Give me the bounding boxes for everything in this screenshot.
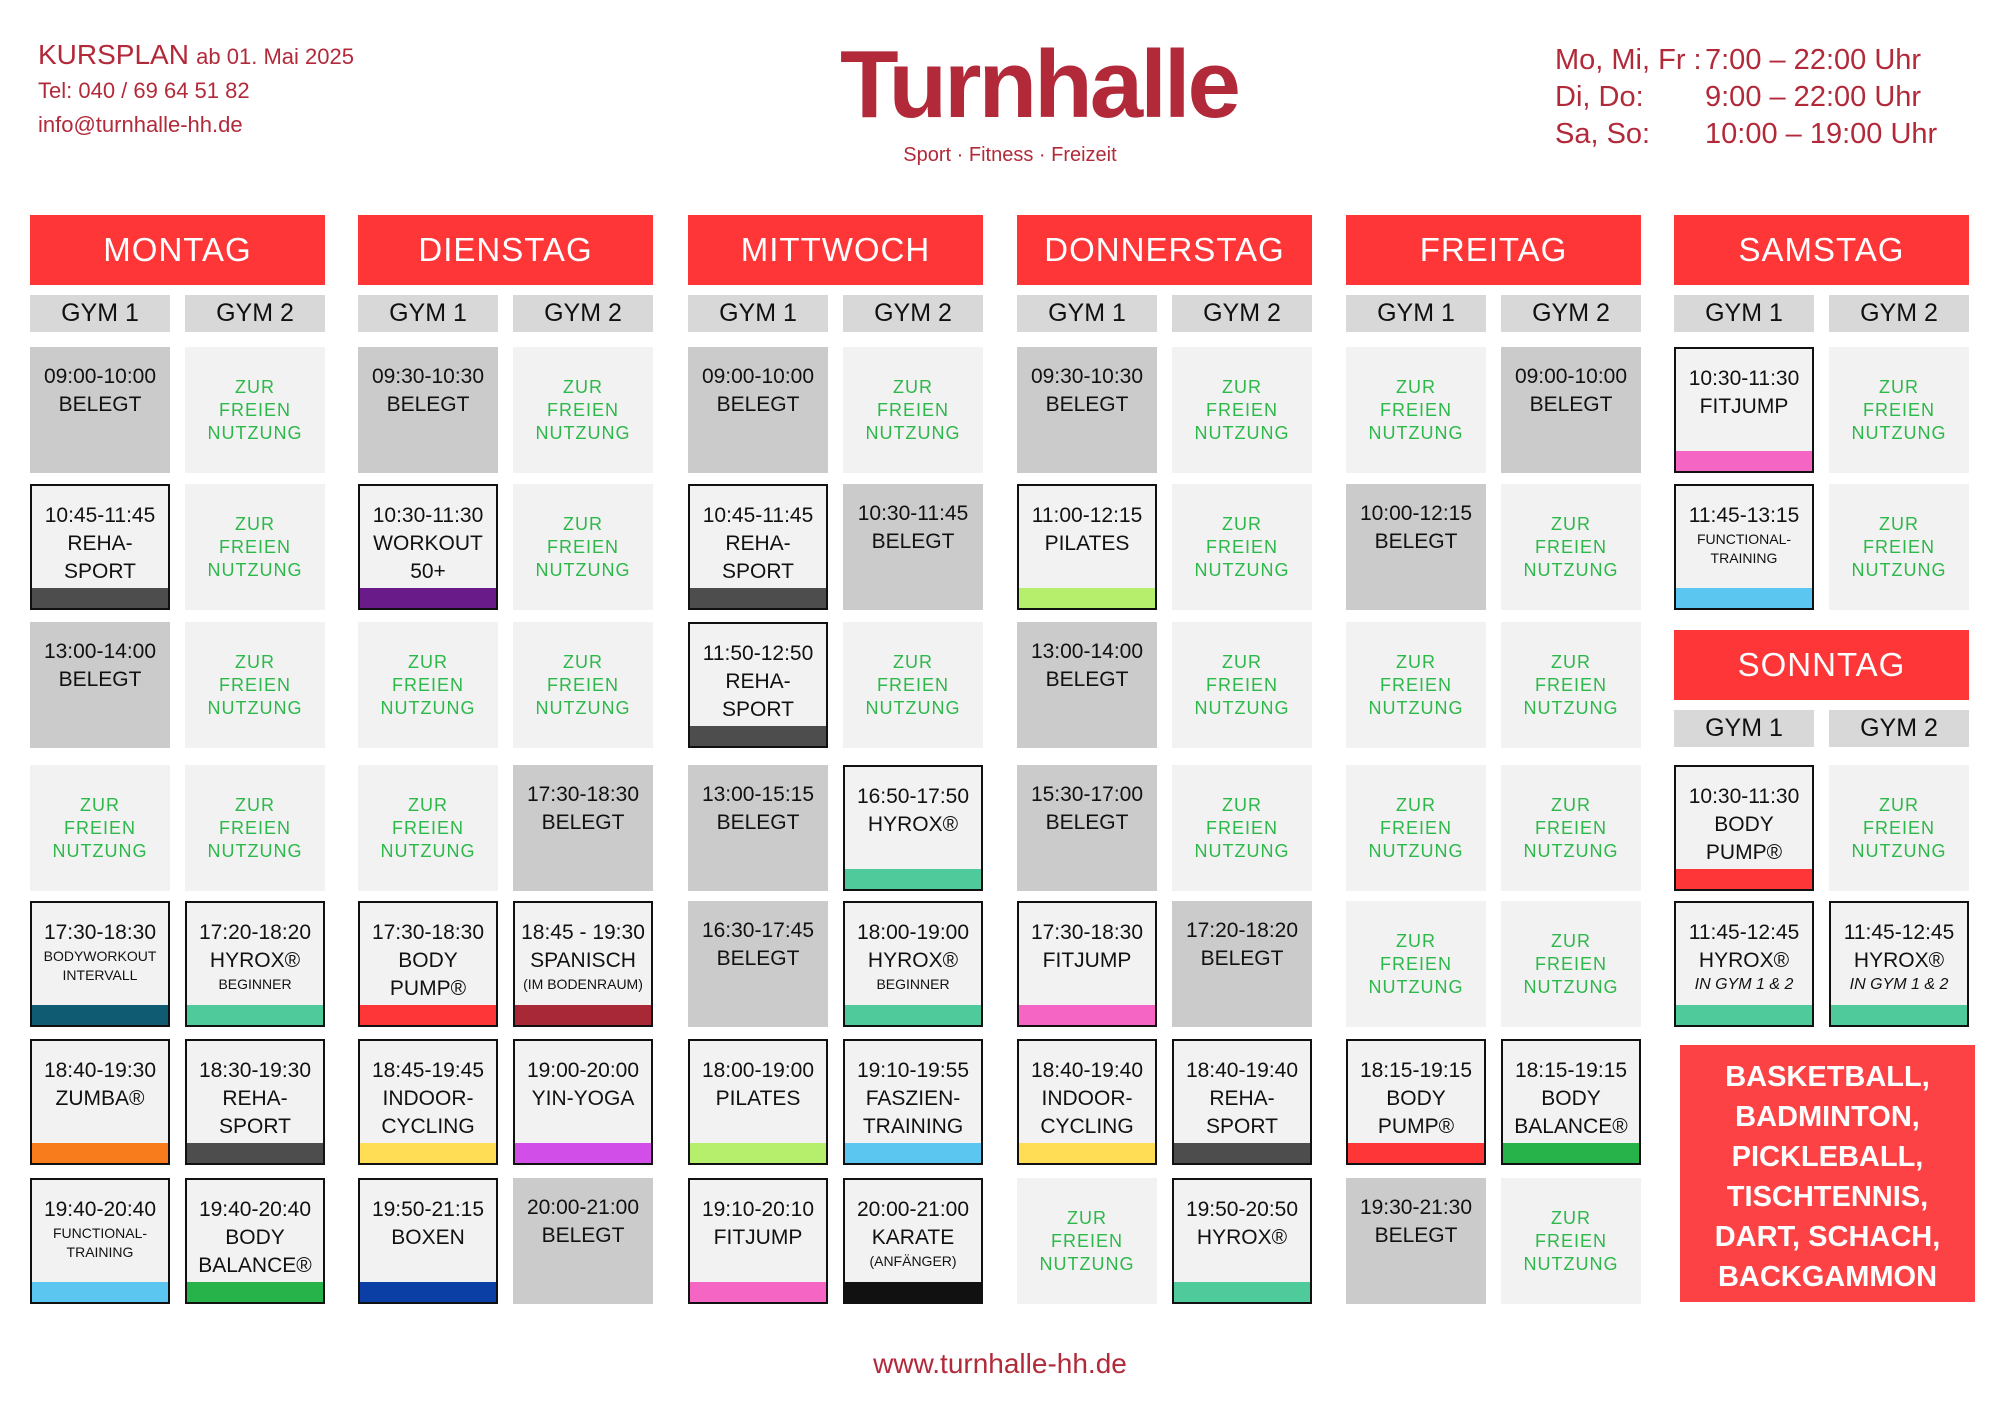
booked-slot [688, 347, 828, 473]
slot-name: FITJUMP [1042, 949, 1132, 972]
course-slot[interactable] [843, 765, 983, 891]
slot-subtitle: BEGINNER [876, 976, 950, 992]
free-slot [1829, 765, 1969, 891]
free-label: ZUR FREIEN NUTZUNG [207, 376, 303, 443]
free-label: ZUR FREIEN NUTZUNG [380, 651, 476, 718]
slot-name: ZUMBA® [55, 1087, 145, 1110]
course-slot[interactable] [358, 484, 498, 610]
slot-name: BOXEN [391, 1226, 465, 1249]
slot-time: 11:45-12:45 [1688, 921, 1800, 944]
course-color-bar [32, 1282, 168, 1302]
slot-time: 20:00-21:00 [856, 1198, 970, 1221]
gym-header: GYM 2 [1172, 295, 1312, 332]
course-slot[interactable] [1674, 484, 1814, 610]
gym-header: GYM 1 [30, 295, 170, 332]
free-slot [1346, 765, 1486, 891]
course-slot[interactable] [1172, 1039, 1312, 1165]
booked-slot [1346, 1178, 1486, 1304]
course-color-bar [1676, 869, 1812, 889]
slot-name: BODY BALANCE® [198, 1226, 312, 1277]
free-slot [1172, 622, 1312, 748]
booked-slot [1017, 765, 1157, 891]
slot-time: 18:15-19:15 [1359, 1059, 1473, 1082]
slot-time: 19:50-20:50 [1185, 1198, 1299, 1221]
booked-slot [1172, 901, 1312, 1027]
course-color-bar [32, 1005, 168, 1025]
course-color-bar [1676, 588, 1812, 608]
free-slot [358, 622, 498, 748]
slot-time: 18:15-19:15 [1514, 1059, 1628, 1082]
course-color-bar [845, 869, 981, 889]
slot-time: 17:20-18:20 [198, 921, 312, 944]
email-text: info@turnhalle-hh.de [38, 112, 243, 137]
course-color-bar [1174, 1143, 1310, 1163]
slot-time: 10:00-12:15 [1359, 502, 1473, 525]
free-slot [1501, 765, 1641, 891]
course-color-bar [187, 1143, 323, 1163]
course-slot[interactable] [688, 622, 828, 748]
phone-text: Tel: 040 / 69 64 51 82 [38, 78, 250, 103]
slot-name: HYROX® [867, 813, 959, 836]
gym-header: GYM 2 [1501, 295, 1641, 332]
course-slot[interactable] [843, 901, 983, 1027]
slot-name: BODY PUMP® [389, 949, 467, 1000]
slot-time: 09:30-10:30 [1030, 365, 1144, 388]
slot-time: 09:00-10:00 [701, 365, 815, 388]
slot-name: FITJUMP [713, 1226, 803, 1249]
course-color-bar [1019, 1143, 1155, 1163]
slot-name: HYROX® [1196, 1226, 1288, 1249]
booked-slot [1501, 347, 1641, 473]
slot-name: YIN-YOGA [531, 1087, 635, 1110]
course-slot[interactable] [185, 901, 325, 1027]
slot-time: 09:00-10:00 [43, 365, 157, 388]
free-label: ZUR FREIEN NUTZUNG [207, 794, 303, 861]
course-color-bar [360, 588, 496, 608]
booked-slot [843, 484, 983, 610]
free-slot [1346, 901, 1486, 1027]
slot-time: 19:10-20:10 [701, 1198, 815, 1221]
slot-time: 17:20-18:20 [1185, 919, 1299, 942]
free-slot [185, 347, 325, 473]
slot-time: 09:00-10:00 [1514, 365, 1628, 388]
free-label: ZUR FREIEN NUTZUNG [380, 794, 476, 861]
slot-name: FASZIEN- TRAINING [862, 1087, 964, 1138]
course-slot[interactable] [30, 484, 170, 610]
day-header-mittwoch: MITTWOCH [688, 215, 983, 285]
slot-name: BELEGT [716, 393, 800, 416]
gym-header: GYM 2 [1829, 295, 1969, 332]
turnhalle-logo [840, 30, 1238, 167]
free-label: ZUR FREIEN NUTZUNG [1368, 930, 1464, 997]
slot-time: 13:00-14:00 [43, 640, 157, 663]
course-color-bar [1348, 1143, 1484, 1163]
slot-time: 17:30-18:30 [43, 921, 157, 944]
course-slot[interactable] [1017, 1039, 1157, 1165]
logo-tagline: Sport · Fitness · Freizeit [903, 144, 1117, 166]
slot-time: 19:10-19:55 [856, 1059, 970, 1082]
free-slot [1501, 1178, 1641, 1304]
free-label: ZUR FREIEN NUTZUNG [1523, 930, 1619, 997]
course-color-bar [1503, 1143, 1639, 1163]
free-slot [1501, 484, 1641, 610]
slot-name: BODY PUMP® [1377, 1087, 1455, 1138]
course-color-bar [187, 1005, 323, 1025]
slot-time: 17:30-18:30 [526, 783, 640, 806]
slot-name: INDOOR- CYCLING [381, 1087, 475, 1138]
free-label: ZUR FREIEN NUTZUNG [52, 794, 148, 861]
day-header-sonntag: SONNTAG [1674, 630, 1969, 700]
course-slot[interactable] [1017, 901, 1157, 1027]
course-color-bar [690, 726, 826, 746]
free-slot [358, 765, 498, 891]
slot-time: 19:00-20:00 [526, 1059, 640, 1082]
course-color-bar [845, 1282, 981, 1302]
course-slot[interactable] [1346, 1039, 1486, 1165]
free-slot [185, 484, 325, 610]
free-label: ZUR FREIEN NUTZUNG [1194, 651, 1290, 718]
slot-name: BELEGT [58, 393, 142, 416]
free-label: ZUR FREIEN NUTZUNG [1368, 794, 1464, 861]
gym-header: GYM 1 [358, 295, 498, 332]
free-label: ZUR FREIEN NUTZUNG [1851, 513, 1947, 580]
slot-time: 13:00-14:00 [1030, 640, 1144, 663]
slot-time: 10:45-11:45 [44, 504, 156, 527]
free-slot [1172, 484, 1312, 610]
free-label: ZUR FREIEN NUTZUNG [207, 513, 303, 580]
booked-slot [688, 765, 828, 891]
hours-row [1555, 116, 1937, 153]
free-label: ZUR FREIEN NUTZUNG [1194, 794, 1290, 861]
slot-subtitle: BODYWORKOUT INTERVALL [43, 948, 157, 983]
course-slot[interactable] [513, 1039, 653, 1165]
free-slot [513, 622, 653, 748]
hours-row [1555, 79, 1937, 116]
booked-slot [30, 347, 170, 473]
slot-time: 15:30-17:00 [1030, 783, 1144, 806]
slot-name: PILATES [715, 1087, 801, 1110]
gym-header: GYM 2 [843, 295, 983, 332]
slot-subtitle: (ANFÄNGER) [869, 1253, 957, 1269]
booked-slot [1346, 484, 1486, 610]
course-color-bar [690, 1143, 826, 1163]
course-color-bar [360, 1282, 496, 1302]
day-header-dienstag: DIENSTAG [358, 215, 653, 285]
slot-name: REHA- SPORT [64, 532, 136, 583]
course-color-bar [1676, 1005, 1812, 1025]
slot-time: 09:30-10:30 [371, 365, 485, 388]
slot-name: BELEGT [1045, 668, 1129, 691]
slot-name: REHA- SPORT [722, 670, 794, 721]
slot-time: 11:45-12:45 [1843, 921, 1955, 944]
slot-time: 18:45-19:45 [371, 1059, 485, 1082]
slot-name: SPANISCH [530, 949, 636, 972]
slot-time: 19:40-20:40 [198, 1198, 312, 1221]
opening-hours [1555, 42, 1937, 153]
slot-note: IN GYM 1 & 2 [1849, 976, 1949, 993]
course-slot[interactable] [30, 901, 170, 1027]
course-slot[interactable] [1674, 765, 1814, 891]
slot-time: 17:30-18:30 [1030, 921, 1144, 944]
course-slot[interactable] [358, 1039, 498, 1165]
slot-name: BELEGT [871, 530, 955, 553]
slot-name: BODY PUMP® [1705, 813, 1783, 864]
slot-name: BELEGT [716, 947, 800, 970]
free-slot [513, 484, 653, 610]
slot-time: 18:00-19:00 [701, 1059, 815, 1082]
course-color-bar [1019, 588, 1155, 608]
plan-label: KURSPLAN [38, 39, 189, 70]
free-slot [843, 347, 983, 473]
free-slot [1346, 622, 1486, 748]
slot-name: BELEGT [1374, 1224, 1458, 1247]
hours-days: Sa, So: [1555, 118, 1651, 150]
course-slot[interactable] [358, 1178, 498, 1304]
free-slot [1172, 765, 1312, 891]
course-slot[interactable] [185, 1178, 325, 1304]
hours-days: Mo, Mi, Fr : [1555, 44, 1702, 76]
slot-name: BELEGT [1529, 393, 1613, 416]
hours-days: Di, Do: [1555, 81, 1644, 113]
slot-name: REHA- SPORT [1206, 1087, 1278, 1138]
course-slot[interactable] [688, 484, 828, 610]
free-slot [1501, 622, 1641, 748]
free-slot [1501, 901, 1641, 1027]
course-color-bar [360, 1005, 496, 1025]
day-header-samstag: SAMSTAG [1674, 215, 1969, 285]
hours-time: 10:00 – 19:00 Uhr [1705, 118, 1938, 150]
course-color-bar [360, 1143, 496, 1163]
slot-time: 19:30-21:30 [1359, 1196, 1473, 1219]
course-slot[interactable] [1172, 1178, 1312, 1304]
slot-time: 18:30-19:30 [198, 1059, 312, 1082]
slot-name: BELEGT [541, 811, 625, 834]
slot-time: 18:00-19:00 [856, 921, 970, 944]
gym-header: GYM 1 [1674, 710, 1814, 747]
course-slot[interactable] [185, 1039, 325, 1165]
slot-note: IN GYM 1 & 2 [1694, 976, 1794, 993]
slot-time: 10:30-11:30 [1688, 367, 1800, 390]
slot-subtitle: FUNCTIONAL- TRAINING [1696, 531, 1792, 566]
course-color-bar [187, 1282, 323, 1302]
slot-time: 17:30-18:30 [371, 921, 485, 944]
free-slot [513, 347, 653, 473]
free-label: ZUR FREIEN NUTZUNG [1523, 513, 1619, 580]
day-header-freitag: FREITAG [1346, 215, 1641, 285]
slot-name: FITJUMP [1699, 395, 1789, 418]
course-color-bar [1831, 1005, 1967, 1025]
slot-time: 16:30-17:45 [701, 919, 815, 942]
free-label: ZUR FREIEN NUTZUNG [1194, 513, 1290, 580]
slot-name: REHA- SPORT [722, 532, 794, 583]
slot-name: BELEGT [541, 1224, 625, 1247]
free-slot [1346, 347, 1486, 473]
free-label: ZUR FREIEN NUTZUNG [865, 651, 961, 718]
gym-header: GYM 1 [688, 295, 828, 332]
free-slot [1172, 347, 1312, 473]
course-color-bar [1019, 1005, 1155, 1025]
course-slot[interactable] [1829, 901, 1969, 1027]
course-slot[interactable] [1674, 901, 1814, 1027]
free-label: ZUR FREIEN NUTZUNG [1368, 651, 1464, 718]
slot-name: HYROX® [1853, 949, 1945, 972]
booked-slot [513, 1178, 653, 1304]
booked-slot [1017, 622, 1157, 748]
slot-name: KARATE [871, 1226, 955, 1249]
slot-time: 18:40-19:40 [1185, 1059, 1299, 1082]
booked-slot [30, 622, 170, 748]
slot-name: INDOOR- CYCLING [1040, 1087, 1134, 1138]
gym-header: GYM 2 [1829, 710, 1969, 747]
slot-subtitle: BEGINNER [218, 976, 292, 992]
gym-header: GYM 2 [513, 295, 653, 332]
booked-slot [1017, 347, 1157, 473]
free-label: ZUR FREIEN NUTZUNG [1851, 794, 1947, 861]
slot-time: 19:50-21:15 [371, 1198, 485, 1221]
course-color-bar [32, 1143, 168, 1163]
day-header-donnerstag: DONNERSTAG [1017, 215, 1312, 285]
free-slot [1017, 1178, 1157, 1304]
slot-time: 19:40-20:40 [43, 1198, 157, 1221]
course-slot[interactable] [1017, 484, 1157, 610]
course-slot[interactable] [358, 901, 498, 1027]
free-label: ZUR FREIEN NUTZUNG [535, 651, 631, 718]
course-slot[interactable] [30, 1039, 170, 1165]
free-label: ZUR FREIEN NUTZUNG [207, 651, 303, 718]
plan-date: ab 01. Mai 2025 [196, 44, 354, 69]
slot-time: 10:30-11:30 [1688, 785, 1800, 808]
gym-header: GYM 2 [185, 295, 325, 332]
free-slot [30, 765, 170, 891]
gym-header: GYM 1 [1346, 295, 1486, 332]
slot-name: HYROX® [1698, 949, 1790, 972]
course-slot[interactable] [688, 1039, 828, 1165]
slot-time: 16:50-17:50 [856, 785, 970, 808]
course-color-bar [845, 1143, 981, 1163]
booked-slot [358, 347, 498, 473]
free-label: ZUR FREIEN NUTZUNG [1194, 376, 1290, 443]
gym-header: GYM 1 [1017, 295, 1157, 332]
slot-time: 18:45 - 19:30 [521, 921, 645, 944]
slot-name: WORKOUT 50+ [373, 532, 483, 583]
course-color-bar [845, 1005, 981, 1025]
booked-slot [688, 901, 828, 1027]
course-slot[interactable] [513, 901, 653, 1027]
slot-time: 10:45-11:45 [702, 504, 814, 527]
website-link[interactable]: www.turnhalle-hh.de [873, 1348, 1127, 1379]
free-label: ZUR FREIEN NUTZUNG [1851, 376, 1947, 443]
free-slot [185, 622, 325, 748]
course-slot[interactable] [30, 1178, 170, 1304]
course-slot[interactable] [1674, 347, 1814, 473]
free-slot [843, 622, 983, 748]
slot-time: 18:40-19:40 [1030, 1059, 1144, 1082]
slot-time: 20:00-21:00 [526, 1196, 640, 1219]
other-sports-text: BASKETBALL, BADMINTON, PICKLEBALL, TISCHTENNIS, DART, SCHACH, BACKGAMMON [1714, 1061, 1941, 1293]
course-slot[interactable] [843, 1039, 983, 1165]
course-color-bar [1676, 451, 1812, 471]
course-slot[interactable] [1501, 1039, 1641, 1165]
free-label: ZUR FREIEN NUTZUNG [535, 513, 631, 580]
slot-name: BELEGT [1045, 811, 1129, 834]
free-slot [185, 765, 325, 891]
free-slot [1829, 347, 1969, 473]
gym-header: GYM 1 [1674, 295, 1814, 332]
free-label: ZUR FREIEN NUTZUNG [1523, 1207, 1619, 1274]
course-color-bar [1174, 1282, 1310, 1302]
slot-name: PILATES [1044, 532, 1130, 555]
course-slot[interactable] [688, 1178, 828, 1304]
slot-name: REHA- SPORT [219, 1087, 291, 1138]
slot-time: 13:00-15:15 [701, 783, 815, 806]
day-header-montag: MONTAG [30, 215, 325, 285]
course-slot[interactable] [843, 1178, 983, 1304]
slot-name: BODY BALANCE® [1514, 1087, 1628, 1138]
free-label: ZUR FREIEN NUTZUNG [1523, 794, 1619, 861]
course-color-bar [690, 588, 826, 608]
slot-subtitle: FUNCTIONAL- TRAINING [52, 1225, 148, 1260]
slot-name: BELEGT [386, 393, 470, 416]
slot-time: 10:30-11:45 [857, 502, 969, 525]
hours-row [1555, 42, 1937, 79]
free-label: ZUR FREIEN NUTZUNG [1039, 1207, 1135, 1274]
free-label: ZUR FREIEN NUTZUNG [1523, 651, 1619, 718]
slot-name: BELEGT [1200, 947, 1284, 970]
slot-time: 11:00-12:15 [1031, 504, 1143, 527]
slot-time: 18:40-19:30 [43, 1059, 157, 1082]
slot-name: BELEGT [1374, 530, 1458, 553]
slot-name: HYROX® [867, 949, 959, 972]
slot-time: 10:30-11:30 [372, 504, 484, 527]
slot-name: BELEGT [716, 811, 800, 834]
hours-time: 7:00 – 22:00 Uhr [1705, 44, 1922, 76]
hours-time: 9:00 – 22:00 Uhr [1705, 81, 1922, 113]
course-color-bar [690, 1282, 826, 1302]
slot-name: BELEGT [58, 668, 142, 691]
free-label: ZUR FREIEN NUTZUNG [865, 376, 961, 443]
booked-slot [513, 765, 653, 891]
slot-name: HYROX® [209, 949, 301, 972]
slot-time: 11:50-12:50 [702, 642, 814, 665]
free-slot [1829, 484, 1969, 610]
course-color-bar [515, 1143, 651, 1163]
slot-name: BELEGT [1045, 393, 1129, 416]
course-color-bar [515, 1005, 651, 1025]
slot-subtitle: (IM BODENRAUM) [523, 976, 643, 992]
contact-block [38, 38, 354, 142]
logo-wordmark: Turnhalle [840, 31, 1238, 138]
free-label: ZUR FREIEN NUTZUNG [535, 376, 631, 443]
other-sports-box [1680, 1045, 1975, 1302]
slot-time: 11:45-13:15 [1688, 504, 1800, 527]
course-color-bar [32, 588, 168, 608]
free-label: ZUR FREIEN NUTZUNG [1368, 376, 1464, 443]
